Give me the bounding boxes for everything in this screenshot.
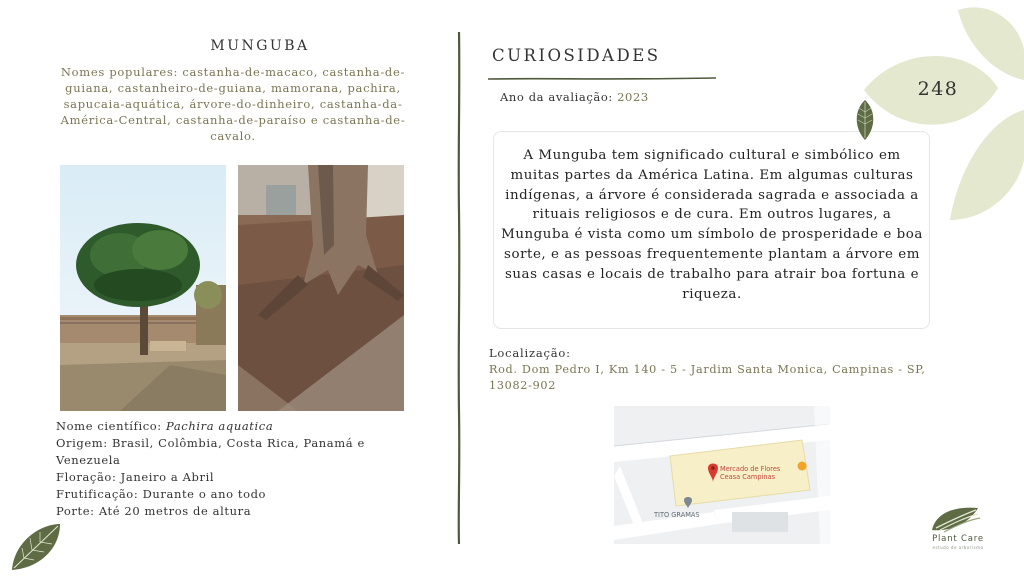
plant-facts [56,418,416,520]
location-map[interactable] [614,406,830,544]
flowering: Floração: Janeiro a Abril [56,470,215,484]
year-value: 2023 [617,90,649,104]
page-number: 248 [917,78,959,100]
scientific-name-value: Pachira aquatica [166,419,274,433]
location-label: Localização: [489,346,571,360]
scientific-name-row [56,418,416,435]
leaf-icon [10,522,62,572]
brand-name: Plant Care [932,534,984,544]
leaf-icon [854,100,876,140]
map-place-line1: Mercado de Flores [720,465,781,473]
popular-names: Nomes populares: castanha-de-macaco, castanha-de-guiana, castanheiro-de-guiana, mamorana, pachira, sapucaia-aquática, árvore-do-dinheiro, castanha-da-América-Central, castanha-de-paraíso e castanha-de-cavalo. [60,65,406,143]
curiosities-title: CURIOSIDADES [492,46,661,65]
trunk-photo [238,165,404,411]
map-street-label: TITO GRAMAS [654,511,700,519]
fruiting: Frutificação: Durante o ano todo [56,487,267,501]
title-underline [488,68,716,76]
brand-tagline: estudo de arborismo [932,545,984,550]
map-place-label [720,466,780,481]
evaluation-year [500,90,649,104]
location-address: Rod. Dom Pedro I, Km 140 - 5 - Jardim Santa Monica, Campinas - SP, 13082-902 [489,363,926,392]
map-place-line2: Ceasa Campinas [720,472,776,481]
plant-title: MUNGUBA [210,38,310,54]
tree-photo [60,165,226,411]
decorative-leaves [948,0,1024,230]
origin: Origem: Brasil, Colômbia, Costa Rica, Panamá e Venezuela [56,436,365,467]
year-label: Ano da avaliação: [500,90,618,104]
scientific-name-label: Nome científico: [56,419,167,433]
size: Porte: Até 20 metros de altura [56,504,252,518]
curiosities-text: A Munguba tem significado cultural e simbólico em muitas partes da América Latina. Em algumas culturas indígenas, a árvore é considerada sagrada e associada a rituais religiosos e de cura. Em outros lugares, a Munguba é vista como um símbolo de prosperidade e boa sorte, e as pessoas frequentemente plantam a árvore em suas casas e locais de trabalho para atrair boa fortuna e riqueza. [501,148,923,302]
column-divider [455,32,463,544]
